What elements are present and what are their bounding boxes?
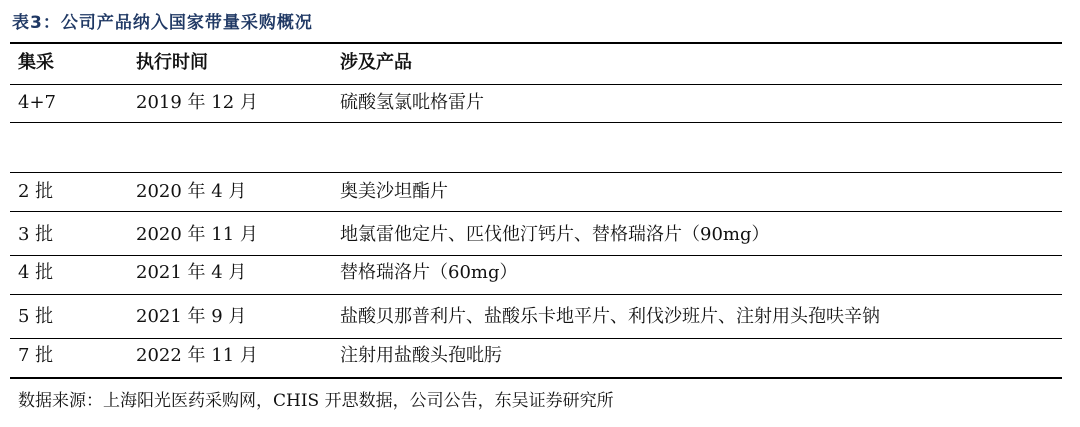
header-date: 执行时间 — [136, 52, 208, 73]
cell-date: 2021 年 4 月 — [136, 262, 247, 283]
cell-products: 替格瑞洛片（60mg） — [340, 262, 518, 283]
cell-batch: 2 批 — [18, 181, 54, 202]
cell-products: 奥美沙坦酯片 — [340, 181, 448, 202]
cell-products: 地氯雷他定片、匹伐他汀钙片、替格瑞洛片（90mg） — [340, 224, 770, 245]
table-title: 表3：公司产品纳入国家带量采购概况 — [12, 13, 313, 33]
table-bottom-rule — [10, 377, 1062, 379]
row-rule — [10, 294, 1062, 295]
cell-date: 2022 年 11 月 — [136, 345, 258, 366]
header-rule — [10, 84, 1062, 85]
cell-products: 盐酸贝那普利片、盐酸乐卡地平片、利伐沙班片、注射用头孢呋辛钠 — [340, 306, 880, 327]
table-top-rule — [10, 42, 1062, 44]
row-rule — [10, 211, 1062, 212]
cell-date: 2020 年 4 月 — [136, 181, 247, 202]
cell-date: 2020 年 11 月 — [136, 224, 258, 245]
header-products: 涉及产品 — [340, 52, 412, 73]
cell-batch: 3 批 — [18, 224, 54, 245]
row-rule — [10, 338, 1062, 339]
cell-batch: 5 批 — [18, 306, 54, 327]
cell-products: 硫酸氢氯吡格雷片 — [340, 92, 484, 113]
cell-date: 2019 年 12 月 — [136, 92, 258, 113]
header-batch: 集采 — [18, 52, 54, 73]
row-rule — [10, 172, 1062, 173]
cell-batch: 4+7 — [18, 92, 56, 113]
cell-batch: 7 批 — [18, 345, 54, 366]
cell-date: 2021 年 9 月 — [136, 306, 247, 327]
row-rule — [10, 255, 1062, 256]
cell-products: 注射用盐酸头孢吡肟 — [340, 345, 502, 366]
source-note: 数据来源：上海阳光医药采购网，CHIS 开思数据，公司公告，东吴证券研究所 — [18, 391, 614, 411]
cell-batch: 4 批 — [18, 262, 54, 283]
row-rule — [10, 122, 1062, 123]
